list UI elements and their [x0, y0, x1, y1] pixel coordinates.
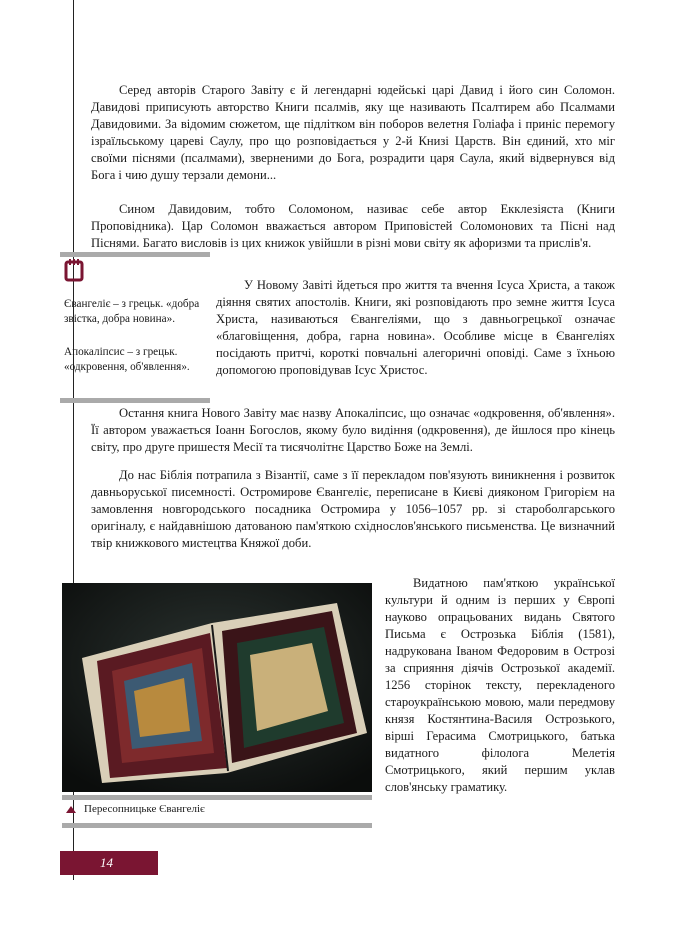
- paragraph-3: У Новому Завіті йдеться про життя та вчення Ісуса Христа, а також діяння святих апостолів. Книги, які розповідають про земне життя Ісуса Христа, називаються Євангеліями, що з давньогрецької означає «благовіщення, добра, гарна новина». Особливе місце в Євангеліях посідають притчі, короткі повчальні алегоричні оповіді. Саме з їхньою допомогою проповідував Ісус Христос.: [216, 278, 615, 377]
- sidenote-evangelie: Євангеліє – з грецьк. «добра звістка, добра новина».: [64, 298, 200, 325]
- sidenote-top-bar: [60, 252, 210, 257]
- triangle-up-icon: [66, 806, 76, 813]
- notepad-icon: [64, 258, 84, 282]
- sidenote-bottom-bar: [60, 398, 210, 403]
- caption-bottom-bar: [62, 823, 372, 828]
- sidenote-apokalipsys: Апокаліпсис – з грецьк. «одкровення, об'явлення».: [64, 346, 190, 373]
- caption-text: Пересопницьке Євангеліє: [84, 803, 205, 815]
- paragraph-6: Видатною пам'яткою української культури й одним із перших у Європі науково опрацьованих видань Святого Письма є Острозька Біблія (1581), надрукована Іваном Федоровим в Острозі за сприяння діячів Острозької академії. 1256 сторінок тексту, перекладеного староукраїнською мовою, мали передмову князя Костянтина-Василя Острозького, вірші Герасима Смотрицького, батька видатного філолога Мелетія Смотрицького, який першим уклав слов'янську граматику.: [385, 576, 615, 794]
- paragraph-1: Серед авторів Старого Завіту є й легендарні юдейські царі Давид і його син Соломон. Давидові приписують авторство Книги псалмів, яку ще називають Псалтирем або Псалмами Давидовими. За відомим сюжетом, ще підлітком він поборов велетня Голіафа і приніс перемогу ізраїльському цареві Саулу, про що розповідається у 2-й Книзі Царств. Він єдиний, хто міг своїми піснями (псалмами), зверненими до Бога, розрадити царя Саула, який відвернувся від Бога і чию душу терзали демони...: [91, 83, 615, 182]
- gospel-photo: [62, 583, 372, 792]
- paragraph-2: Сином Давидовим, тобто Соломоном, називає себе автор Екклезіяста (Книги Проповідника). Цар Соломон вважається автором Приповістей Соломонових та Пісні над Піснями. Багато висловів із цих книжок увійшли в різні мови світу як афоризми та прислів'я.: [91, 202, 615, 250]
- paragraph-5: До нас Біблія потрапила з Візантії, саме з її перекладом пов'язують виникнення і розвиток давньоруської писемності. Остромирове Євангеліє, переписане в Києві дияконом Григорієм на замовлення новгородського посадника Остромира у 1056–1057 рр. зі староболгарського оригіналу, є найдавнішою датованою пам'яткою східнослов'янського письменства. Це визначний твір книжкового мистецтва Княжої доби.: [91, 468, 615, 550]
- figure-caption: [66, 803, 205, 815]
- caption-bar: [62, 795, 372, 800]
- page-number: 14: [60, 851, 158, 875]
- paragraph-4: Остання книга Нового Завіту має назву Апокаліпсис, що означає «одкровення, об'явлення». Її автором уважається Іоанн Богослов, якому було видіння (одкровення), де йшлося про кінець світу, про друге пришестя Месії та тисячолітнє Царство Боже на Землі.: [91, 406, 615, 454]
